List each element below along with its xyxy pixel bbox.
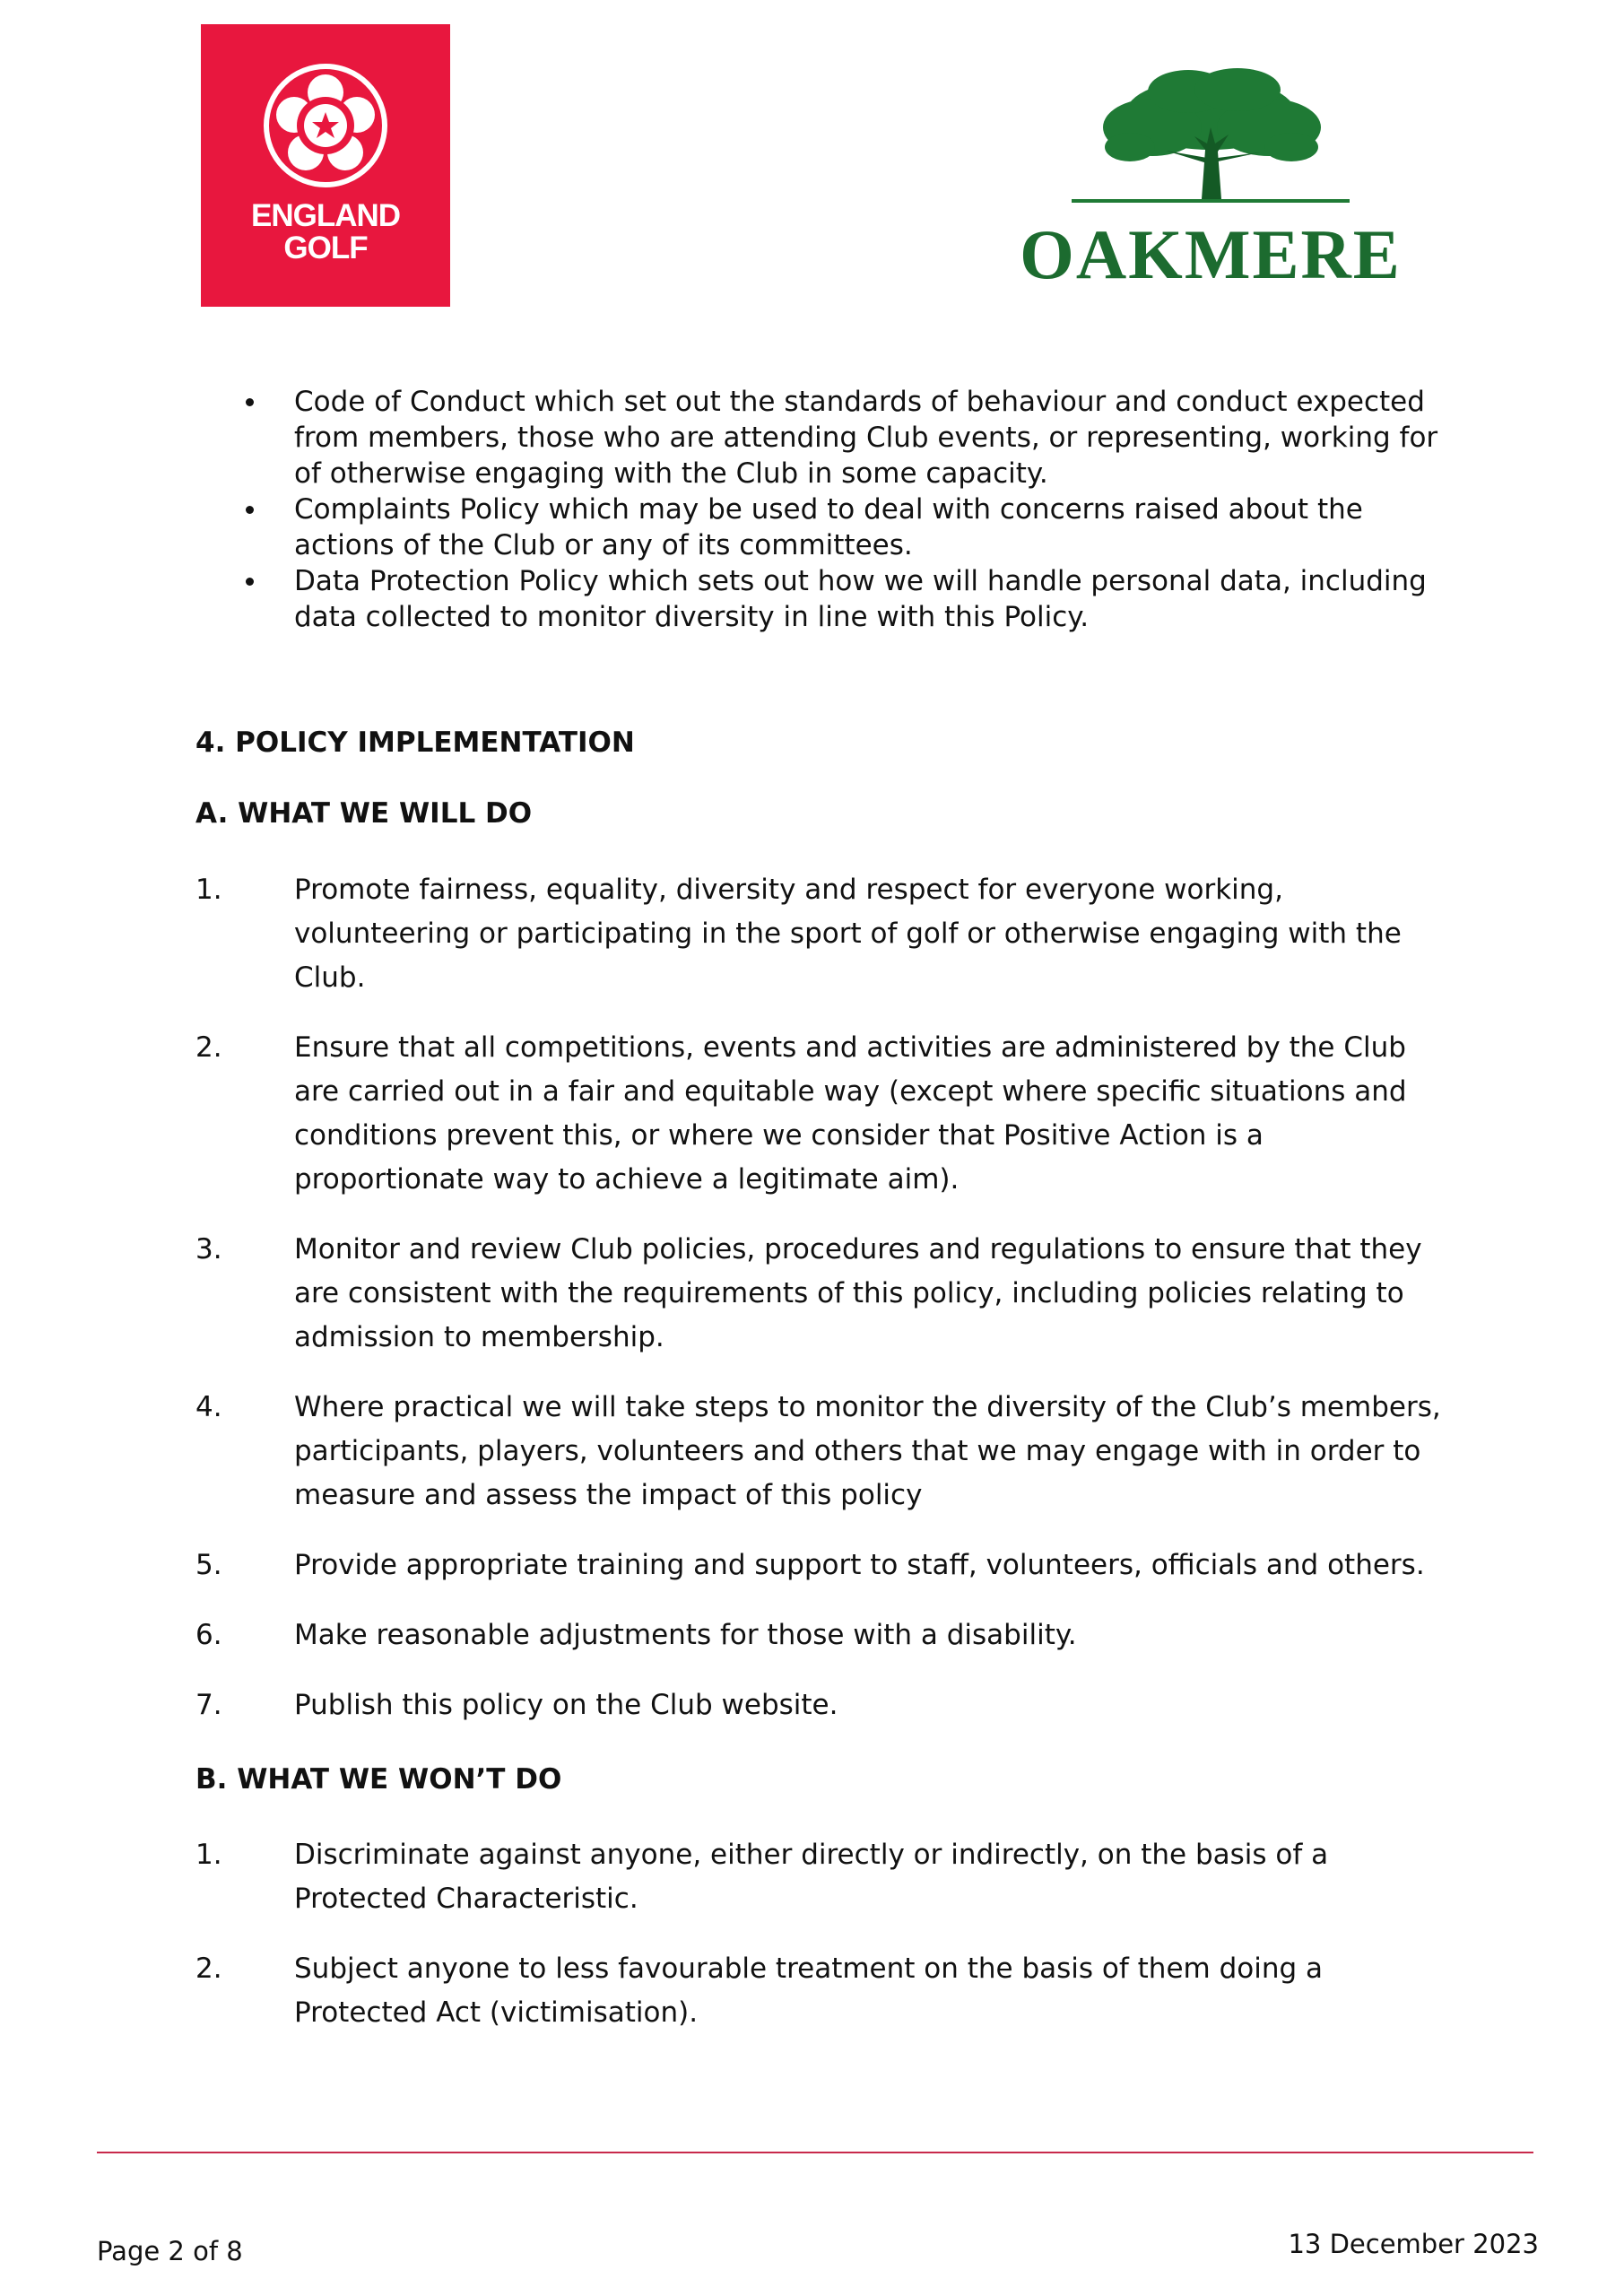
- tudor-rose-icon: [262, 62, 389, 189]
- list-item-text: Promote fairness, equality, diversity and respect for everyone working, volunteering or participating in the sport of golf or otherwise engaging with the Club.: [294, 874, 1402, 994]
- england-golf-line2: GOLF: [283, 230, 368, 265]
- list-item: [195, 1683, 1451, 1727]
- list-item-text: Discriminate against anyone, either directly or indirectly, on the basis of a Protected Characteristic.: [294, 1839, 1329, 1915]
- oak-tree-icon: [995, 65, 1426, 217]
- list-item-number: 5.: [195, 1549, 222, 1581]
- list-item-number: 7.: [195, 1689, 222, 1721]
- list-item: [195, 1947, 1451, 2035]
- list-item-number: 3.: [195, 1233, 222, 1265]
- list-item-number: 1.: [195, 874, 222, 906]
- list-item-text: Publish this policy on the Club website.: [294, 1689, 838, 1721]
- footer-divider: [97, 2152, 1533, 2153]
- list-item: [195, 1386, 1451, 1518]
- england-golf-wordmark: [201, 200, 450, 265]
- england-golf-logo: [201, 24, 450, 307]
- list-item: [195, 1613, 1451, 1657]
- page-number: Page 2 of 8: [97, 2236, 243, 2266]
- policy-bullet-list: [242, 384, 1453, 635]
- list-item: [195, 1544, 1451, 1587]
- list-item-text: Make reasonable adjustments for those with a disability.: [294, 1619, 1077, 1651]
- list-item-number: 1.: [195, 1839, 222, 1871]
- oakmere-logo: [995, 65, 1426, 293]
- section-a-title: A. WHAT WE WILL DO: [195, 797, 533, 830]
- list-item-text: Monitor and review Club policies, procedures and regulations to ensure that they are consistent with the requirements of this policy, including policies relating to admission to membership.: [294, 1233, 1422, 1353]
- list-item-text: Where practical we will take steps to monitor the diversity of the Club’s members, participants, players, volunteers and others that we may engage with in order to measure and assess the impact of this policy: [294, 1391, 1441, 1511]
- list-item-number: 4.: [195, 1391, 222, 1423]
- section-b-title: B. WHAT WE WON’T DO: [195, 1763, 562, 1796]
- section-title: 4. POLICY IMPLEMENTATION: [195, 726, 635, 759]
- list-item: [195, 1026, 1451, 1202]
- section-b-list: [195, 1833, 1451, 2035]
- england-golf-line1: ENGLAND: [250, 198, 401, 233]
- list-item-number: 2.: [195, 1031, 222, 1064]
- document-date: 13 December 2023: [1288, 2229, 1539, 2259]
- oakmere-wordmark: OAKMERE: [1020, 215, 1402, 293]
- bullet-item: Data Protection Policy which sets out how we will handle personal data, including data collected to monitor diversity in line with this Policy.: [242, 563, 1453, 635]
- list-item-text: Ensure that all competitions, events and activities are administered by the Club are carried out in a fair and equitable way (except where specific situations and conditions prevent this, or where we consider that Positive Action is a proportionate way to achieve a legitimate aim).: [294, 1031, 1407, 1196]
- list-item: [195, 868, 1451, 1000]
- bullet-item: Complaints Policy which may be used to deal with concerns raised about the actions of the Club or any of its committees.: [242, 491, 1453, 563]
- list-item: [195, 1228, 1451, 1360]
- list-item: [195, 1833, 1451, 1921]
- bullet-item: Code of Conduct which set out the standards of behaviour and conduct expected from members, those who are attending Club events, or representing, working for of otherwise engaging with the Club in some capacity.: [242, 384, 1453, 491]
- list-item-text: Provide appropriate training and support to staff, volunteers, officials and others.: [294, 1549, 1425, 1581]
- list-item-text: Subject anyone to less favourable treatment on the basis of them doing a Protected Act (victimisation).: [294, 1952, 1324, 2029]
- list-item-number: 6.: [195, 1619, 222, 1651]
- list-item-number: 2.: [195, 1952, 222, 1985]
- section-a-list: [195, 868, 1451, 1727]
